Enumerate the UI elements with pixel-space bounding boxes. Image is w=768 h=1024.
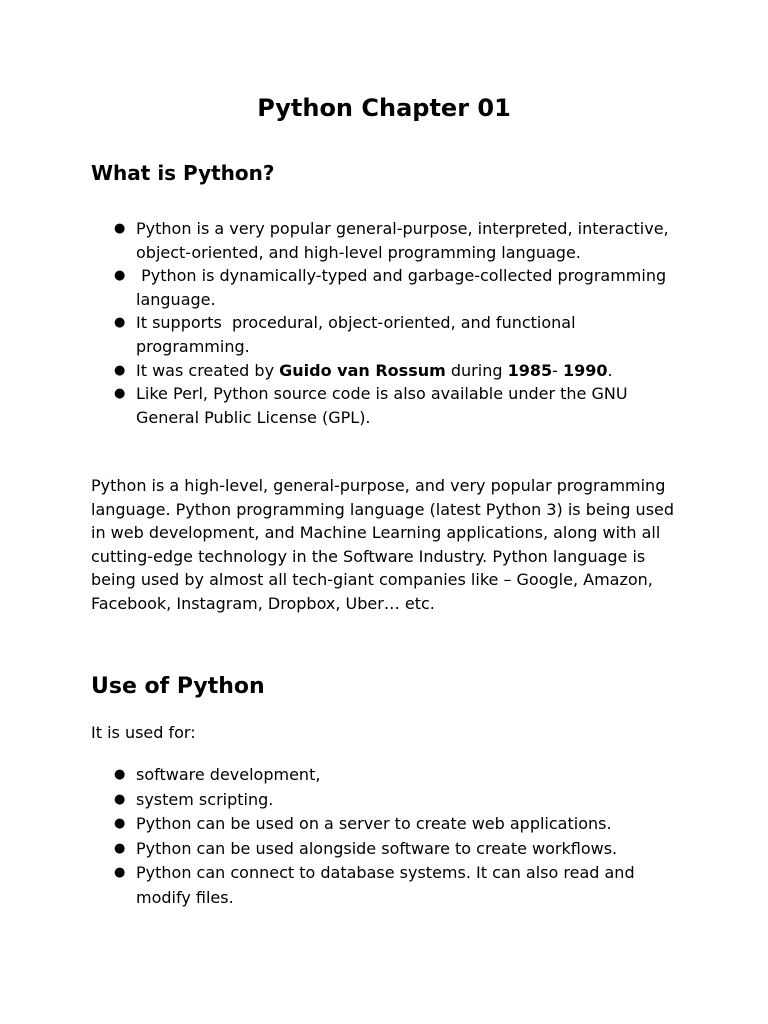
- year-start: 1985: [507, 360, 553, 380]
- list-item-text: Python is dynamically-typed and garbage-collected programming language.: [136, 266, 672, 309]
- list-item-text-mid: during: [445, 360, 508, 380]
- use-of-python-list: [91, 763, 691, 911]
- list-item: [91, 359, 691, 383]
- list-item: [91, 763, 691, 788]
- year-end: 1990: [562, 360, 608, 380]
- python-description-paragraph: Python is a high-level, general-purpose, and very popular programming language. Python programming language (latest Python 3) is being used in web development, and Machine Learning applications, along with all cutting-edge technology in the Software Industry. Python language is being used by almost all tech-giant companies like – Google, Amazon, Facebook, Instagram, Dropbox, Uber… etc.: [91, 476, 675, 613]
- list-item-text: It supports procedural, object-oriented, and functional programming.: [136, 313, 581, 356]
- list-item-text: system scripting.: [136, 789, 274, 809]
- section-heading-what-is-python: What is Python?: [91, 161, 275, 185]
- bullet-icon: ●: [114, 268, 126, 284]
- list-item: [91, 788, 691, 813]
- what-is-python-list: [91, 217, 691, 429]
- list-item: [91, 382, 691, 429]
- list-item-text: Like Perl, Python source code is also available under the GNU General Public License (GPL).: [136, 384, 628, 427]
- bullet-icon: ●: [114, 767, 126, 782]
- list-item: [91, 217, 691, 264]
- document-title: Python Chapter 01: [257, 94, 511, 122]
- creator-name: Guido van Rossum: [279, 360, 446, 380]
- list-item-text-pre: It was created by: [136, 360, 280, 380]
- year-dash: -: [552, 360, 563, 380]
- list-item-text-post: .: [607, 360, 613, 380]
- bullet-icon: ●: [114, 362, 126, 378]
- list-item-text: Python can connect to database systems. It can also read and modify files.: [136, 863, 635, 907]
- list-item-text: software development,: [136, 765, 321, 784]
- list-item: [91, 812, 691, 837]
- list-item-text: Python can be used on a server to create web applications.: [136, 814, 612, 834]
- bullet-icon: ●: [114, 816, 126, 832]
- list-item: [91, 861, 691, 910]
- list-item: [91, 837, 691, 862]
- list-item-text: Python is a very popular general-purpose, interpreted, interactive, object-oriented, and high-level programming language.: [136, 219, 669, 262]
- bullet-icon: ●: [114, 315, 126, 331]
- bullet-icon: ●: [114, 386, 126, 402]
- bullet-icon: ●: [114, 840, 126, 856]
- list-item: [91, 264, 691, 311]
- bullet-icon: ●: [114, 791, 126, 807]
- uses-intro-text: It is used for:: [91, 723, 196, 742]
- bullet-icon: ●: [114, 865, 126, 881]
- bullet-icon: ●: [114, 221, 126, 236]
- list-item: [91, 311, 691, 358]
- section-heading-use-of-python: Use of Python: [91, 674, 265, 699]
- list-item-text: Python can be used alongside software to create workflows.: [136, 838, 618, 858]
